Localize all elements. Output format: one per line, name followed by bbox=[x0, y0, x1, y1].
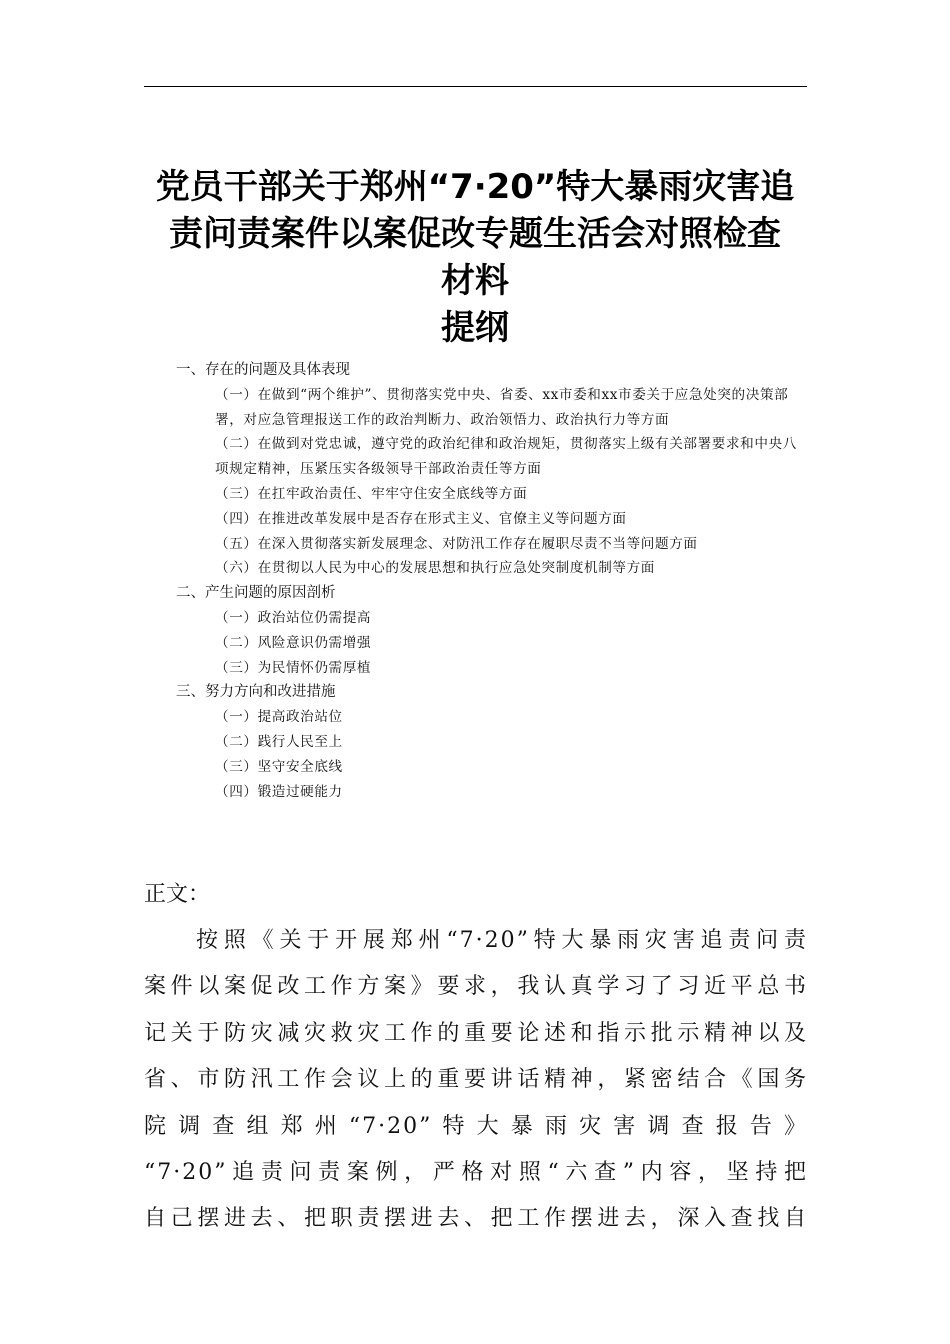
section-item: （一）在做到“两个维护”、贯彻落实党中央、省委、xx市委和xx市委关于应急处突的决策部署，对应急管理报送工作的政治判断力、政治领悟力、政治执行力等方面 bbox=[215, 386, 789, 428]
body-text bbox=[144, 872, 808, 1243]
body-line: “7·20”追责问责案例，严格对照“六查”内容，坚持把 bbox=[144, 1159, 808, 1185]
body-line: 记关于防灾减灾救灾工作的重要论述和指示批示精神以及 bbox=[144, 1020, 808, 1046]
section-heading: 二、产生问题的原因剖析 bbox=[176, 585, 336, 602]
section-item: （三）坚守安全底线 bbox=[215, 758, 343, 775]
outline bbox=[176, 358, 816, 804]
title-line: 党员干部关于郑州“7·20”特大暴雨灾害追 bbox=[155, 167, 795, 207]
section-item: （五）在深入贯彻落实新发展理念、对防汛工作存在履职尽责不当等问题方面 bbox=[215, 535, 698, 552]
section-item: （三）为民情怀仍需厚植 bbox=[215, 659, 372, 676]
section-item: （二）在做到对党忠诚，遵守党的政治纪律和政治规矩，贯彻落实上级有关部署要求和中央八项规定精神，压紧压实各级领导干部政治责任等方面 bbox=[215, 436, 797, 478]
body-line: 省、市防汛工作会议上的重要讲话精神，紧密结合《国务 bbox=[144, 1067, 808, 1093]
section-heading: 一、存在的问题及具体表现 bbox=[176, 362, 350, 378]
title-line: 提纲 bbox=[441, 308, 509, 348]
section-item: （二）风险意识仍需增强 bbox=[215, 634, 372, 651]
section-item: （六）在贯彻以人民为中心的发展思想和执行应急处突制度机制等方面 bbox=[215, 560, 656, 577]
body-line: 按照《关于开展郑州“7·20”特大暴雨灾害追责问责 bbox=[196, 928, 808, 953]
section-item: （一）政治站位仍需提高 bbox=[215, 609, 372, 626]
body-line: 案件以案促改工作方案》要求，我认真学习了习近平总书 bbox=[144, 974, 808, 1000]
body-line: 自己摆进去、把职责摆进去、把工作摆进去，深入查找自 bbox=[144, 1206, 808, 1232]
header-rule bbox=[144, 86, 807, 87]
title-line: 材料 bbox=[441, 261, 509, 301]
body-line: 院调查组郑州“7·20”特大暴雨灾害调查报告》 bbox=[144, 1113, 808, 1139]
title-line: 责问责案件以案促改专题生活会对照检查 bbox=[169, 214, 781, 254]
section-item: （四）在推进改革发展中是否存在形式主义、官僚主义等问题方面 bbox=[215, 510, 627, 527]
section-item: （二）践行人民至上 bbox=[215, 733, 343, 750]
document-title bbox=[140, 164, 810, 352]
section-item: （三）在扛牢政治责任、牢牢守住安全底线等方面 bbox=[215, 485, 528, 502]
section-item: （四）锻造过硬能力 bbox=[215, 783, 343, 800]
section-item: （一）提高政治站位 bbox=[215, 709, 343, 726]
section-heading: 三、努力方向和改进措施 bbox=[176, 684, 336, 701]
body-label: 正文： bbox=[144, 882, 211, 907]
